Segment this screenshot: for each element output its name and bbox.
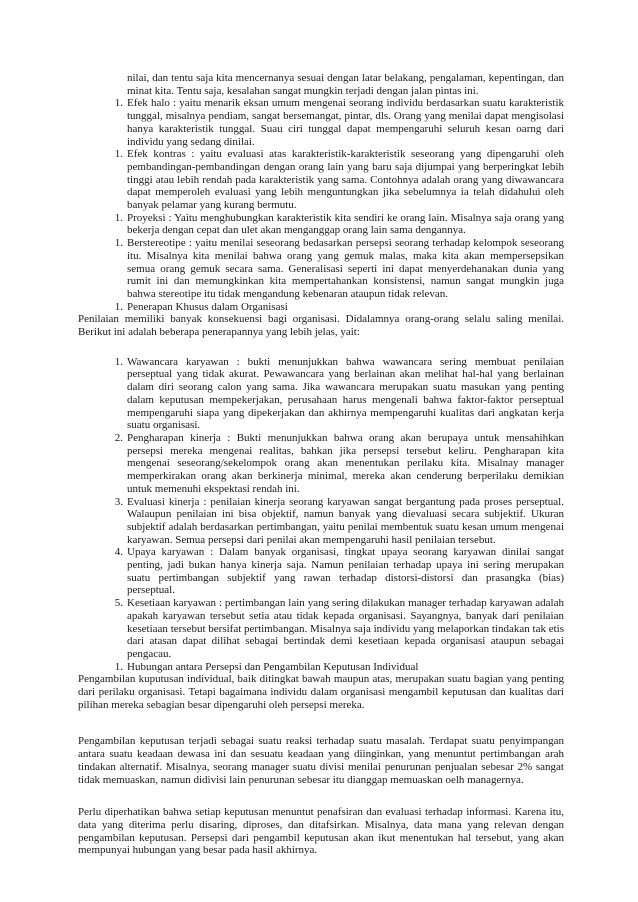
list-number: 2.	[114, 431, 123, 444]
list-item-text: Wawancara karyawan : bukti menunjukkan bahwa wawancara sering membuat penilaian perseptual yang tidak akurat. Pewawancara yang berlainan akan melihat hal-hal yang berlainan dalam diri seorang calon yang sama. Jika wawancara merupakan suatu masukan yang penting dalam keputusan mempekerjakan, perusahaan harus mengenali bahwa faktor-faktor perseptual mempengaruhi siapa yang dipekerjakan dan akhirnya mempengaruhi kualitas dari angkatan kerja suatu organisasi.	[127, 355, 564, 432]
list-item-text: Pengharapan kinerja : Bukti menunjukkan bahwa orang akan berupaya untuk mensahihkan persepsi mereka mengenai realitas, bahkan jika persepsi tersebut keliru. Pengharapan kita mengenai seseorang/sekelompok orang akan menentukan perilaku kita. Misalnay manager memperkirakan orang akan berkinerja minimal, mereka akan cenderung berperilaku demikian untuk memenuhi ekspektasi rendah ini.	[127, 431, 564, 495]
list-item-text: Proyeksi : Yaitu menghubungkan karakteristik kita sendiri ke orang lain. Misalnya saja orang yang bekerja dengan cepat dan ulet akan menganggap orang lain sama dengannya.	[127, 211, 564, 237]
list-item	[78, 237, 564, 301]
document-page	[78, 72, 564, 857]
list-item	[78, 148, 564, 212]
list-number: 1.	[114, 97, 123, 110]
list-item-text: Kesetiaan karyawan : pertimbangan lain yang sering dilakukan manager terhadap karyawan adalah apakah karyawan tersebut setia atau tidak kepada organisasi. Sayangnya, banyak dari penilaian kesetiaan tersebut bersifat pertimbangan. Misalnya saja individu yang melaporkan tindakan tak etis dari atasan dapat dilihat sebagai bertindak demi kesetiaan kepada organisasi ataupun sebagai pengacau.	[127, 597, 564, 660]
list-item	[78, 597, 564, 661]
list-item	[78, 661, 564, 674]
list-item-text: Berstereotipe : yaitu menilai seseorang bedasarkan persepsi seorang terhadap kelompok seseorang itu. Misalnya kita menilai bahwa orang yang gemuk malas, maka kita akan mempersepsikan semua orang gemuk secara sama. Generalisasi seperti ini dapat menyerdehanakan dunia yang rumit ini dan memungkinkan kita mempertahankan konsistensi, namun sangat mungkin juga bahwa stereotipe itu tidak mengandung kebenaran ataupun tidak relevan.	[127, 237, 564, 300]
paragraph: Pengambilan kuputusan individual, baik ditingkat bawah maupun atas, merupakan suatu bagian yang penting dari perilaku organisasi. Tetapi bagaimana individu dalam organisasi mengambil keputusan dan kualitas dari pilihan mereka sebagian besar dipengaruhi oleh persepsi mereka.	[78, 673, 564, 711]
list-number: 1.	[114, 148, 123, 161]
list-number: 1.	[114, 211, 123, 224]
paragraph: Perlu diperhatikan bahwa setiap keputusan menuntut penafsiran dan evaluasi terhadap informasi. Karena itu, data yang diterima perlu disaring, diproses, dan ditafsirkan. Misalnya, data mana yang relevan dengan pengambilan keputusan. Persepsi dari pengambil keputusan akan ikut menentukan hal tersebut, yang akan mempunyai hubungan yang besar pada hasil akhirnya.	[78, 806, 564, 857]
list-number: 1.	[114, 355, 123, 368]
organization-applications-list	[78, 356, 564, 674]
list-item-text: Efek halo : yaitu menarik eksan umum mengenai seorang individu berdasarkan suatu karakteristik tunggal, misalnya pendiam, sangat bersemangat, pintar, dls. Orang yang menilai dapat mengisolasi hanya karakteristik tunggal. Suau ciri tunggal dapat mempengaruhi seluruh kesan oarng dari individu yang sedang dinilai.	[127, 97, 564, 148]
list-item	[78, 432, 564, 496]
continuation-text: nilai, dan tentu saja kita mencernanya sesuai dengan latar belakang, pengalaman, kepentingan, dan minat kita. Tentu saja, kesalahan sangat mungkin terjadi dengan jalan pintas ini.	[127, 72, 564, 97]
perception-shortcuts-list	[78, 97, 564, 313]
list-item-text: Hubungan antara Persepsi dan Pengambilan Keputusan Individual	[127, 660, 419, 673]
list-item	[78, 97, 564, 148]
paragraph: Penilaian memiliki banyak konsekuensi bagi organisasi. Didalamnya orang-orang selalu saling menilai. Berikut ini adalah beberapa penerapannya yang lebih jelas, yait:	[78, 313, 564, 339]
list-number: 5.	[114, 597, 123, 610]
list-number: 1.	[114, 660, 123, 673]
list-number: 3.	[114, 495, 123, 508]
list-number: 1.	[114, 300, 123, 313]
list-item-text: Efek kontras : yaitu evaluasi atas karakteristik-karakteristik seseorang yang dipengaruhi oleh pembandingan-pembandingan dengan orang lain yang baru saja dijumpai yang berperingkat lebih tinggi atau lebih rendah pada karakteristik yang sama. Contohnya adalah orang yang diwawancara dapat memperoleh evaluasi yang lebih menguntungkan jika sebelumnya ia telah didahului oleh banyak pelamar yang kurang bermutu.	[127, 148, 564, 212]
list-number: 4.	[114, 546, 123, 559]
list-item-text: Upaya karyawan : Dalam banyak organisasi, tingkat upaya seorang karyawan dinilai sangat penting, jadi bukan hanya kinerja saja. Namun penilaian terhadap upaya ini sering merupakan suatu pertimbangan subjektif yang rawan terhadap distorsi-distorsi dan prasangka (bias) perseptual.	[127, 546, 564, 597]
list-item	[78, 212, 564, 237]
list-item	[78, 356, 564, 432]
list-item-text: Evaluasi kinerja : penilaian kinerja seorang karyawan sangat bergantung pada proses perseptual. Walaupun penilaian ini bisa objektif, namun banyak yang dievaluasi secara subjektif. Ukuran subjektif adalah berdasarkan pertimbangan, yaitu penilai membentuk suatu kesan umum mengenai karyawan. Semua persepsi dari penilai akan mempengaruhi hasil penilaian tersebut.	[127, 495, 564, 546]
list-item-text: Penerapan Khusus dalam Organisasi	[127, 300, 288, 313]
list-item	[78, 546, 564, 597]
list-number: 1.	[114, 237, 123, 250]
list-item	[78, 301, 564, 314]
list-item	[78, 496, 564, 547]
paragraph: Pengambilan keputusan terjadi sebagai suatu reaksi terhadap suatu masalah. Terdapat suatu penyimpangan antara suatu keadaan dewasa ini dan sesuatu keadaan yang diinginkan, yang menuntut pertimbangan arah tindakan alternatif. Misalnya, seorang manager suatu divisi menilai penurunan penjualan sebesar 2% sangat tidak memuaskan, namun didivisi lain penurunan sebesar itu dianggap memuaskan oelh managernya.	[78, 735, 564, 786]
